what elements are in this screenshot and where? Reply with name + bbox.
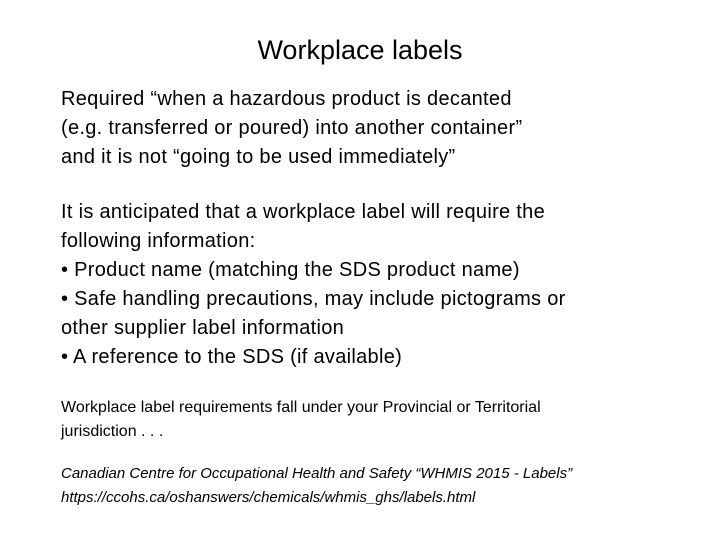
jurisdiction-paragraph <box>61 396 691 444</box>
citation-source: Canadian Centre for Occupational Health and Safety “WHMIS 2015 - Labels” <box>61 465 573 482</box>
bullet-item-product-name: • Product name (matching the SDS product name) <box>61 259 520 281</box>
paragraph-line: (e.g. transferred or poured) into another container” <box>61 117 523 139</box>
paragraph-line: It is anticipated that a workplace label will require the <box>61 201 546 223</box>
decanting-requirement-paragraph <box>61 85 681 172</box>
paragraph-line: Workplace label requirements fall under your Provincial or Territorial <box>61 399 541 416</box>
citation-url: https://ccohs.ca/oshanswers/chemicals/whmis_ghs/labels.html <box>61 489 476 506</box>
paragraph-line: following information: <box>61 230 256 252</box>
paragraph-line: Required “when a hazardous product is decanted <box>61 88 512 110</box>
paragraph-line: and it is not “going to be used immediately” <box>61 146 456 168</box>
slide-title: Workplace labels <box>257 35 463 65</box>
bullet-item-safe-handling-continued: other supplier label information <box>61 317 345 339</box>
label-information-paragraph <box>61 198 681 372</box>
bullet-item-safe-handling: • Safe handling precautions, may include pictograms or <box>61 288 566 310</box>
bullet-item-sds-reference: • A reference to the SDS (if available) <box>61 346 403 368</box>
paragraph-line: jurisdiction . . . <box>61 423 164 440</box>
citation <box>61 462 701 510</box>
